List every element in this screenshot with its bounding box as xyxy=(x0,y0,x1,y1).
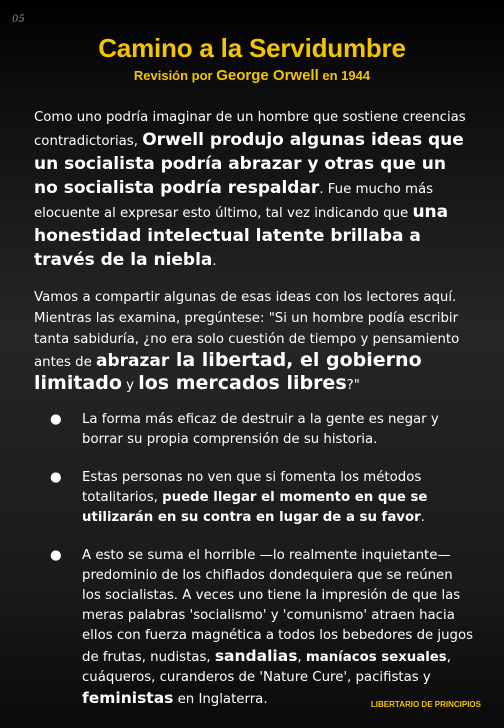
bullet-highlight-maniacos: maníacos sexuales xyxy=(305,650,447,665)
bullet-text: Estas personas no ven que si fomenta los métodos totalitarios, xyxy=(82,470,422,505)
bullet-highlight: puede llegar el momento en que se utilizarán en su contra en lugar de a su favor xyxy=(82,490,428,525)
question-text-2: y xyxy=(121,378,139,393)
intro-highlight-1: Orwell produjo algunas ideas que un socialista podría abrazar y otras que un no socialista podría respaldar xyxy=(34,130,464,198)
question-highlight-1: abrazar xyxy=(95,351,170,371)
list-item xyxy=(34,468,474,528)
paragraph-question xyxy=(34,287,474,396)
intro-text-3: . xyxy=(212,254,217,269)
bullet-icon: ● xyxy=(50,470,62,485)
bullet-text: La forma más eficaz de destruir a la gente es negar y borrar su propia comprensión de su historia. xyxy=(82,412,439,447)
subtitle-prefix: Revisión por xyxy=(133,68,217,83)
intro-highlight-2: una honestidad intelectual latente brillaba a través de la niebla xyxy=(34,202,449,270)
question-highlight-2: la libertad, el gobierno limitado xyxy=(34,349,422,394)
list-item xyxy=(34,546,474,710)
bullet-highlight-feministas: feministas xyxy=(82,689,174,707)
quote-list xyxy=(34,410,474,710)
bullet-icon: ● xyxy=(50,412,62,427)
bullet-highlight-sandalias: sandalias xyxy=(214,647,298,665)
intro-text-2: . Fue mucho más elocuente al expresar esto último, tal vez indicando que xyxy=(34,182,434,221)
list-item xyxy=(34,410,474,450)
bullet-text-end: . xyxy=(420,510,425,525)
bullet-text-sep-1: , xyxy=(297,650,306,665)
intro-text-1: Como uno podría imaginar de un hombre que sostiene creencias contradictorias, xyxy=(34,110,466,149)
footer-brand: LIBERTARIO DE PRINCIPIOS xyxy=(370,700,481,709)
bullet-icon: ● xyxy=(50,548,62,563)
paragraph-intro xyxy=(34,106,474,273)
page-title: Camino a la Servidumbre xyxy=(98,33,406,63)
question-text-1: Vamos a compartir algunas de esas ideas con los lectores aquí. Mientras las examina, pregúntese: "Si un hombre podía escribir tanta sabiduría, ¿no era solo cuestión de tiempo y pensamiento antes de xyxy=(34,290,460,370)
page-subtitle xyxy=(0,67,504,84)
page-number: 05 xyxy=(12,14,25,25)
bullet-text-end: en Inglaterra. xyxy=(173,692,268,707)
subtitle-author: George Orwell xyxy=(216,67,319,84)
subtitle-suffix: en 1944 xyxy=(318,68,371,83)
bullet-text-mid: , cuáqueros, curanderos de 'Nature Cure', pacifistas y xyxy=(82,650,451,685)
question-highlight-3: los mercados libres xyxy=(138,372,347,394)
question-text-3: ?" xyxy=(346,378,360,393)
article-body xyxy=(34,106,474,728)
bullet-text: A esto se suma el horrible —lo realmente inquietante— predominio de los chiflados dondequiera que se reúnen los socialistas. A veces uno tiene la impresión de que las meras palabras 'socialismo' y 'comunismo' atraen hacia ellos con fuerza magnética a todos los bebedores de jugos de frutas, nudistas, xyxy=(82,548,474,665)
